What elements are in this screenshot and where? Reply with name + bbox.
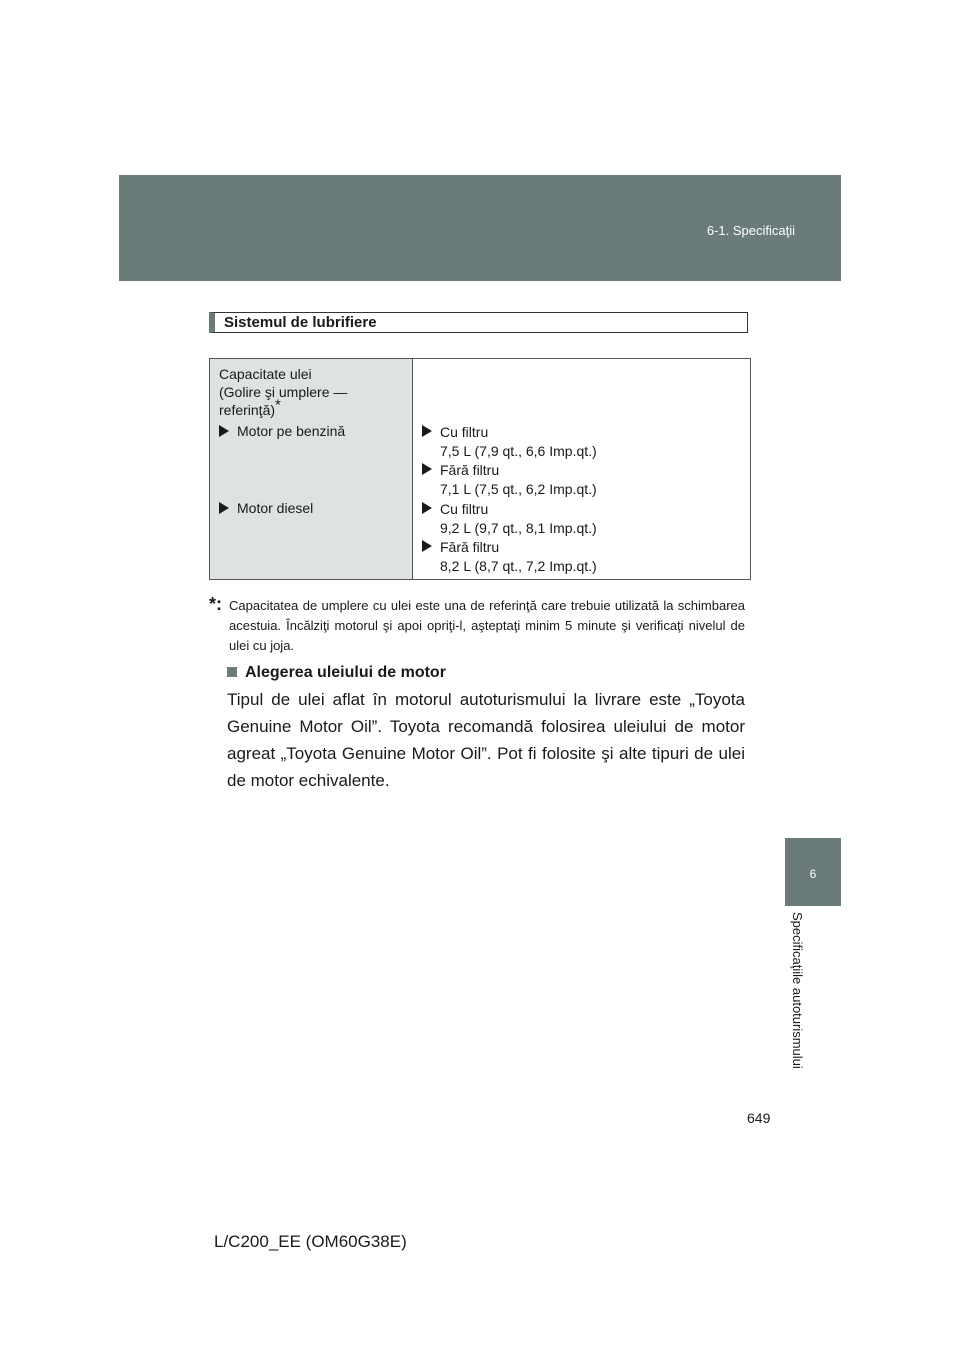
triangle-bullet-icon [422, 425, 432, 437]
engine-diesel: Motor diesel [219, 499, 313, 518]
section-title: Sistemul de lubrifiere [224, 314, 377, 331]
footnote [209, 596, 745, 656]
triangle-bullet-icon [422, 540, 432, 552]
value-diesel-with-filter: Cu filtru 9,2 L (9,7 qt., 8,1 Imp.qt.) [422, 499, 597, 538]
engine-petrol: Motor pe benzină [219, 422, 345, 441]
section-title-box [209, 312, 748, 333]
section-breadcrumb: 6-1. Specificaţii [706, 223, 795, 238]
capacity-label: Capacitate ulei (Golire şi umplere — referinţă)* [219, 366, 348, 418]
value-petrol-without-filter: Fără filtru 7,1 L (7,5 qt., 6,2 Imp.qt.) [422, 460, 597, 499]
table-label-column [210, 359, 413, 579]
page-number: 649 [747, 1110, 771, 1126]
table-value-column [413, 359, 750, 579]
value-diesel-without-filter: Fără filtru 8,2 L (8,7 qt., 7,2 Imp.qt.) [422, 537, 597, 576]
square-bullet-icon [227, 667, 237, 677]
chapter-label: Specificaţiile autoturismului [790, 912, 805, 1069]
triangle-bullet-icon [219, 425, 229, 437]
triangle-bullet-icon [422, 463, 432, 475]
triangle-bullet-icon [219, 502, 229, 514]
footnote-marker: *: [209, 594, 222, 614]
triangle-bullet-icon [422, 502, 432, 514]
footnote-text: Capacitatea de umplere cu ulei este una de referinţă care trebuie utilizată la schimbarea acestuia. Încălziţi motorul şi apoi opriţi-l, aşteptaţi minim 5 minute şi verificaţi nivelul de ulei cu joja. [229, 598, 745, 653]
header-band [119, 175, 841, 281]
document-code: L/C200_EE (OM60G38E) [214, 1232, 407, 1251]
value-petrol-with-filter: Cu filtru 7,5 L (7,9 qt., 6,6 Imp.qt.) [422, 422, 597, 461]
oil-capacity-table [209, 358, 751, 580]
footnote-marker: * [275, 396, 281, 414]
body-paragraph: Tipul de ulei aflat în motorul autoturismului la livrare este „Toyota Genuine Motor Oil”. Toyota recomandă folosirea uleiului de motor agreat „Toyota Genuine Motor Oil”. Pot fi folosite şi alte tipuri de ulei de motor echivalente. [227, 690, 745, 790]
chapter-tab [785, 838, 841, 906]
chapter-number: 6 [809, 867, 817, 881]
subsection-heading: Alegerea uleiului de motor [227, 664, 446, 682]
